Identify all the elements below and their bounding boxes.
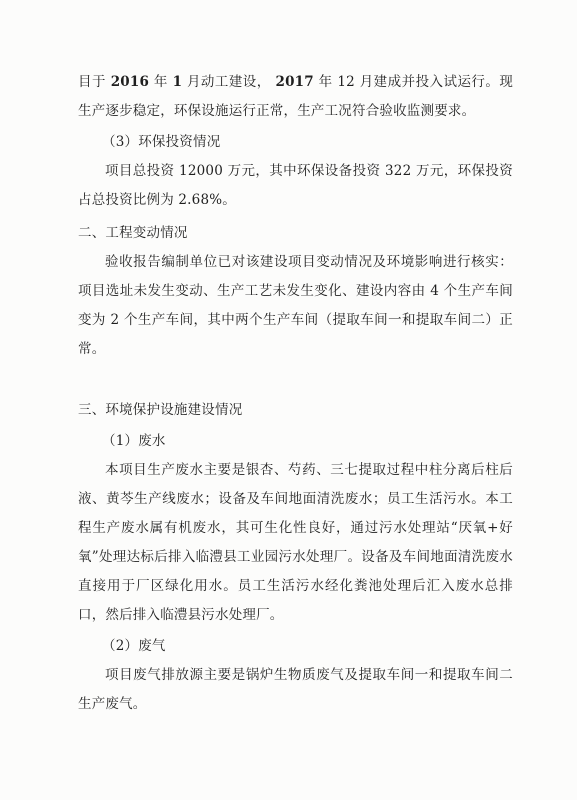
- text-span: 目于: [78, 74, 106, 90]
- month-complete: 12: [337, 74, 355, 90]
- changes-paragraph: 验收报告编制单位已对该建设项目变动情况及环境影响进行核实：项目选址未发生变动、生产工艺未发生变化、建设内容由 4 个生产车间变为 2 个生产车间，其中两个生产车间（提取车间一和提取车间二）正常。: [78, 254, 513, 357]
- document-body: [78, 68, 513, 719]
- section-heading-investment: （3）环保投资情况: [102, 134, 221, 150]
- waste-gas-paragraph: 项目废气排放源主要是锅炉生物质废气及提取车间一和提取车间二生产废气。: [78, 667, 513, 712]
- year-start: 2016: [110, 74, 150, 90]
- month-start: 1: [172, 74, 183, 90]
- text-span: 月动工建设，: [186, 74, 271, 90]
- continuation-paragraph: [78, 68, 513, 126]
- spacer: [78, 364, 513, 392]
- text-span: 月建成并投入试运行。现生产逐步稳定，环保设施运行正常，生产工况符合验收监测要求。: [78, 74, 514, 119]
- subheading-wastewater: （1）废水: [102, 433, 166, 449]
- text-span: 年: [153, 74, 168, 90]
- investment-paragraph: 项目总投资 12000 万元，其中环保设备投资 322 万元，环保投资占总投资比例为 2.68%。: [78, 163, 513, 208]
- subheading-waste-gas: （2）废气: [102, 638, 166, 654]
- section-heading-changes: 二、工程变动情况: [78, 225, 188, 241]
- year-complete: 2017: [275, 74, 314, 90]
- section-heading-facilities: 三、环境保护设施建设情况: [78, 402, 243, 418]
- text-span: 年: [318, 74, 333, 90]
- wastewater-paragraph: 本项目生产废水主要是银杏、芍药、三七提取过程中柱分离后柱后液、黄芩生产线废水；设备及车间地面清洗废水；员工生活污水。本工程生产废水属有机废水，其可生化性良好，通过污水处理站“厌氧+好氧”处理达标后排入临澧县工业园污水处理厂。设备及车间地面清洗废水直接用于厂区绿化用水。员工生活污水经化粪池处理后汇入废水总排口，然后排入临澧县污水处理厂。: [78, 462, 513, 623]
